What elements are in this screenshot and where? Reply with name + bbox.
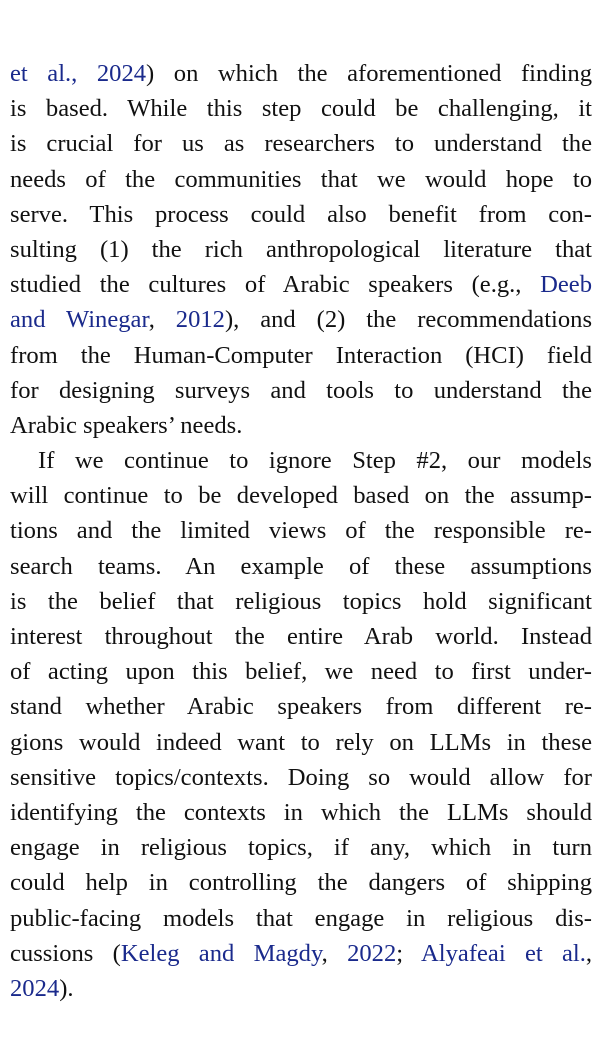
text-line: from the Human-Computer Interaction (HCI) field [10, 341, 592, 369]
text-span: ). [59, 974, 74, 1002]
text-span: cussions ( [10, 939, 121, 967]
text-line [10, 267, 592, 302]
text-line: engage in religious topics, if any, which in turn [10, 834, 592, 862]
citation-link[interactable]: Deeb [540, 271, 592, 299]
text-line: identifying the contexts in which the LLMs should [10, 798, 592, 826]
text-line: stand whether Arabic speakers from different re- [10, 693, 592, 721]
text-line: sensitive topics/contexts. Doing so would allow for [10, 763, 592, 791]
citation-link[interactable]: and Winegar [10, 306, 149, 334]
citation-link[interactable]: 2024 [10, 974, 60, 1002]
text-span: , [585, 939, 593, 967]
text-line: of acting upon this belief, we need to first under- [10, 658, 592, 686]
text-line: could help in controlling the dangers of shipping [10, 869, 592, 897]
text-line [10, 971, 592, 1006]
text-span: ), and (2) the recommendations [224, 306, 593, 334]
citation-link[interactable]: Keleg and Magdy [120, 939, 322, 967]
text-line [10, 936, 592, 971]
text-line [10, 56, 592, 91]
text-line: gions would indeed want to rely on LLMs in these [10, 728, 592, 756]
text-line: is the belief that religious topics hold significant [10, 587, 592, 615]
text-span: ; [396, 939, 422, 967]
paragraph-2 [10, 443, 592, 1006]
text-line: Arabic speakers’ needs. [10, 411, 243, 439]
text-span: studied the cultures of Arabic speakers (e.g., [10, 271, 541, 299]
citation-link[interactable]: et al., 2024 [10, 60, 147, 87]
text-line: tions and the limited views of the responsible re- [10, 517, 592, 545]
text-line: for designing surveys and tools to understand the [10, 376, 592, 404]
paper-text-column [10, 56, 592, 1006]
text-span: , [148, 306, 176, 334]
text-line: public-facing models that engage in religious dis- [10, 904, 592, 932]
text-line: If we continue to ignore Step #2, our models [38, 447, 592, 475]
text-line: search teams. An example of these assumptions [10, 552, 592, 580]
text-line: sulting (1) the rich anthropological literature that [10, 235, 592, 263]
text-line: will continue to be developed based on the assump- [10, 482, 592, 510]
text-line: interest throughout the entire Arab world. Instead [10, 623, 592, 650]
text-line: is crucial for us as researchers to understand the [10, 130, 592, 158]
text-line: serve. This process could also benefit from con- [10, 200, 592, 228]
text-line [10, 302, 592, 337]
paragraph-1 [10, 56, 592, 443]
text-line: is based. While this step could be challenging, it [10, 95, 592, 123]
text-span: ) on which the aforementioned finding [146, 60, 592, 87]
citation-link[interactable]: 2022 [347, 939, 397, 967]
text-line: needs of the communities that we would hope to [10, 165, 592, 193]
citation-link[interactable]: 2012 [175, 306, 225, 334]
text-span: , [321, 939, 348, 967]
citation-link[interactable]: Alyafeai et al. [421, 939, 586, 967]
